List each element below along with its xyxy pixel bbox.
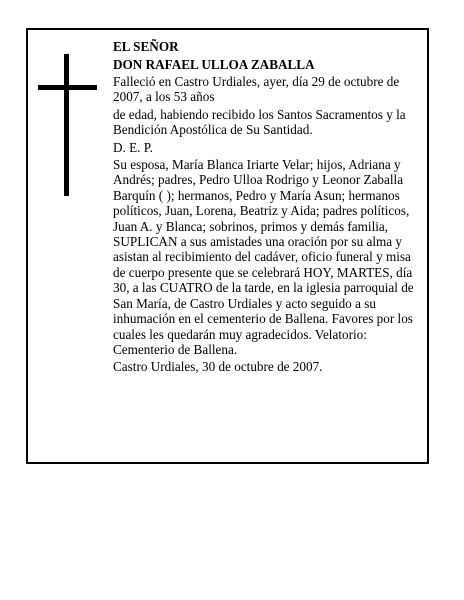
place-and-date: Castro Urdiales, 30 de octubre de 2007.: [113, 359, 323, 375]
heading-title: EL SEÑOR: [113, 39, 179, 54]
death-notice: Falleció en Castro Urdiales, ayer, día 29 de octubre de 2007, a los 53 años: [113, 74, 400, 105]
funeral-request: SUPLICAN a sus amistades una oración por su alma y asistan al recibimiento del cadáver, oficio funeral y misa de cuerpo presente que se celebrará HOY, MARTES, día 30, a las CUATRO de la tarde, en la iglesia parroquial de San María, de Castro Urdiales y acto seguido a su inhumación en el cementerio de Ballena. Favores por los cuales les quedarán muy agradecidos. Velatorio: Cementerio de Ballena.: [113, 234, 414, 357]
obituary-text: [113, 38, 418, 375]
rip-line: D. E. P.: [113, 139, 153, 155]
cross-icon: [64, 54, 69, 196]
cross-icon-bar: [38, 85, 97, 90]
deceased-name: DON RAFAEL ULLOA ZABALLA: [113, 57, 315, 72]
sacraments-notice: de edad, habiendo recibido los Santos Sacramentos y la Bendición Apostólica de Su Santidad.: [113, 106, 406, 138]
family-list: Su esposa, María Blanca Iriarte Velar; hijos, Adriana y Andrés; padres, Pedro Ulloa Rodrigo y Leonor Zaballa Barquín ( ); hermanos, Pedro y María Asun; hermanos políticos, Juan, Lorena, Beatriz y Aida; padres políticos, Juan A. y Blanca; sobrinos, primos y demás familia,: [113, 157, 410, 234]
